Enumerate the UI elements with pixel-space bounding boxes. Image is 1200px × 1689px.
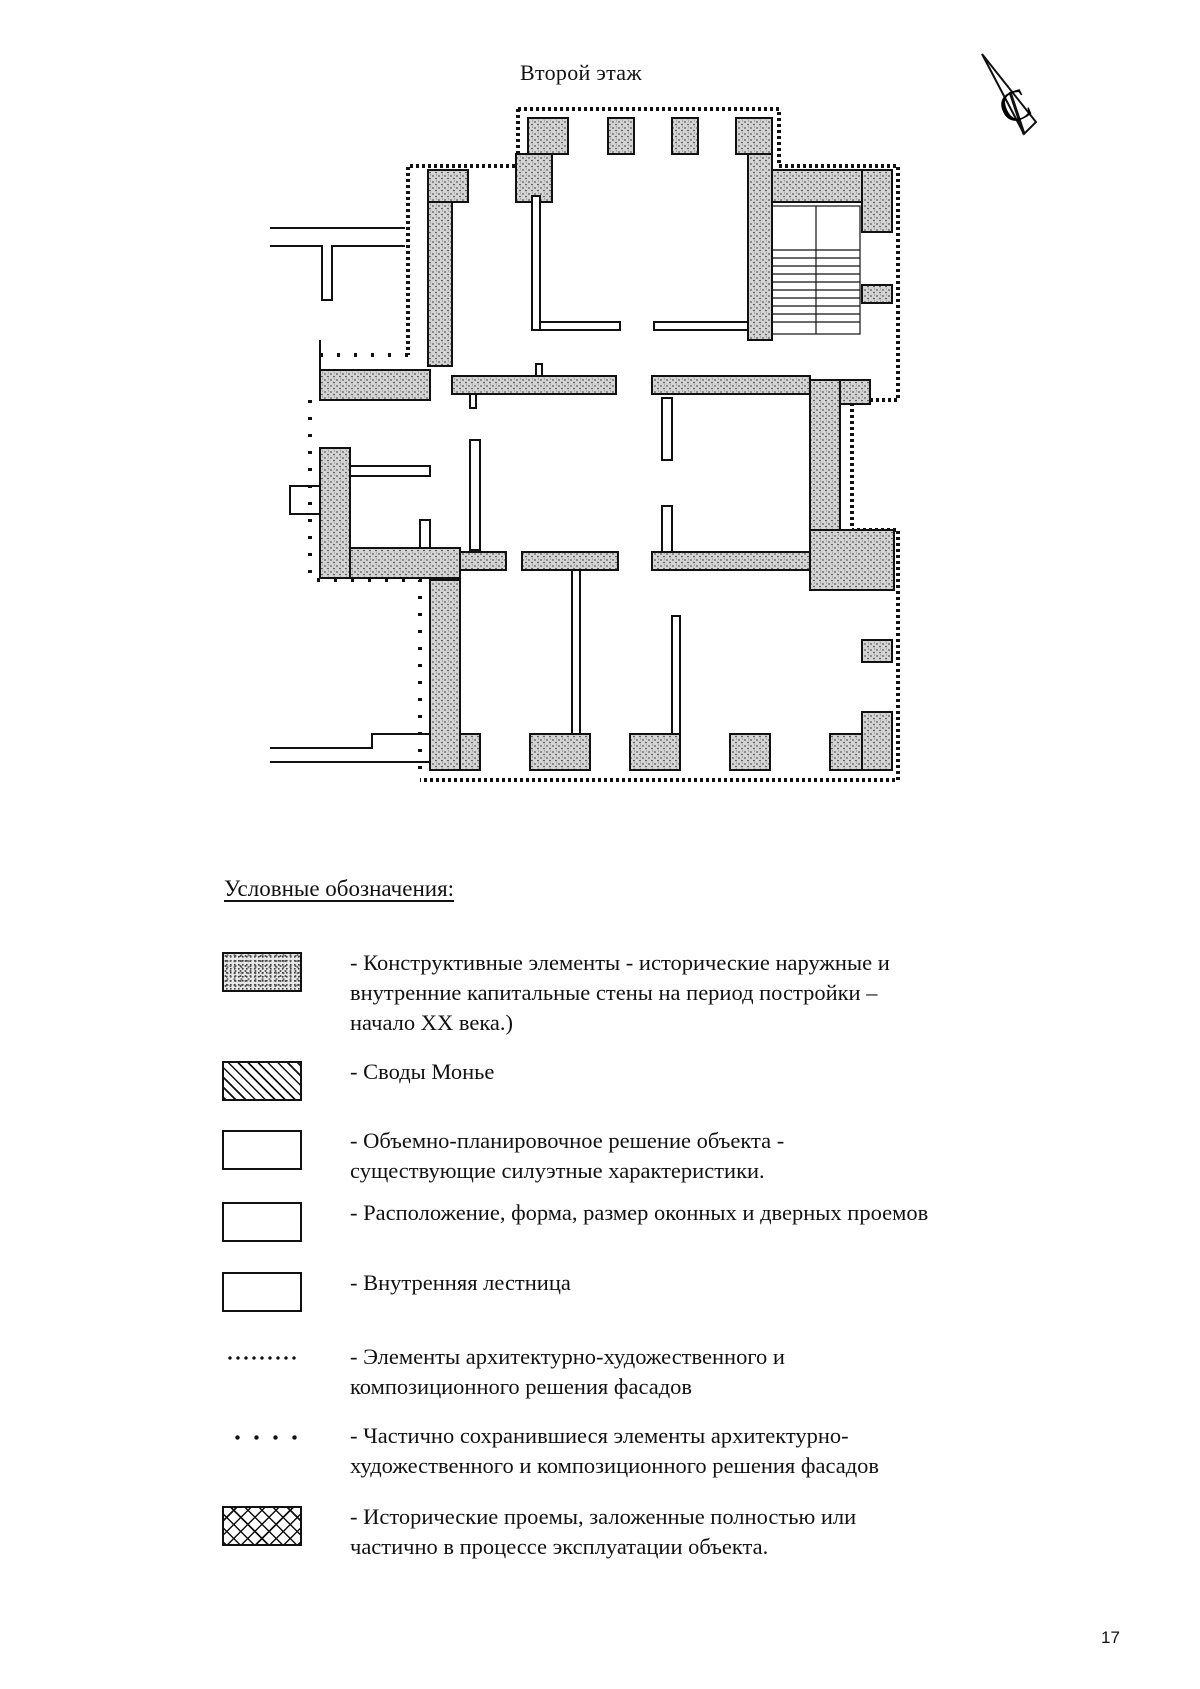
legend-item-text: - Расположение, форма, размер оконных и дверных проемов xyxy=(350,1200,929,1225)
legend-title: Условные обозначения: xyxy=(224,876,455,901)
legend-item-text: - Внутренняя лестница xyxy=(350,1270,571,1295)
legend-item-text: - Конструктивные элементы - исторические наружные и внутренние капитальные стены на период постройки – начало XX века.) xyxy=(350,950,890,1035)
legend-item-text: - Своды Монье xyxy=(350,1059,495,1084)
stipple-box-icon xyxy=(222,952,302,992)
diagonal-hatch-box-icon xyxy=(222,1061,302,1101)
cross-hatch-box-icon xyxy=(222,1506,302,1546)
legend-item-text: - Элементы архитектурно-художественного и композиционного решения фасадов xyxy=(350,1344,785,1399)
page-number: 17 xyxy=(1101,1628,1120,1647)
legend-item-text: - Частично сохранившиеся элементы архитектурно- художественного и композиционного решения фасадов xyxy=(350,1423,880,1478)
legend-item-text: - Объемно-планировочное решение объекта - существующие силуэтные характеристики. xyxy=(350,1128,785,1183)
staircase xyxy=(772,206,860,334)
empty-box-icon xyxy=(222,1202,302,1242)
compass-letter: С xyxy=(990,77,1039,135)
floor-plan xyxy=(0,0,1200,800)
sparse-dotted-line-icon xyxy=(228,1435,304,1440)
interior-walls xyxy=(452,376,810,570)
dense-dotted-line-icon xyxy=(226,1356,298,1360)
empty-box-icon xyxy=(222,1130,302,1170)
legend-item-text: - Исторические проемы, заложенные полностью или частично в процессе эксплуатации объекта. xyxy=(350,1504,857,1559)
plan-title: Второй этаж xyxy=(520,60,642,85)
empty-box-icon xyxy=(222,1272,302,1312)
